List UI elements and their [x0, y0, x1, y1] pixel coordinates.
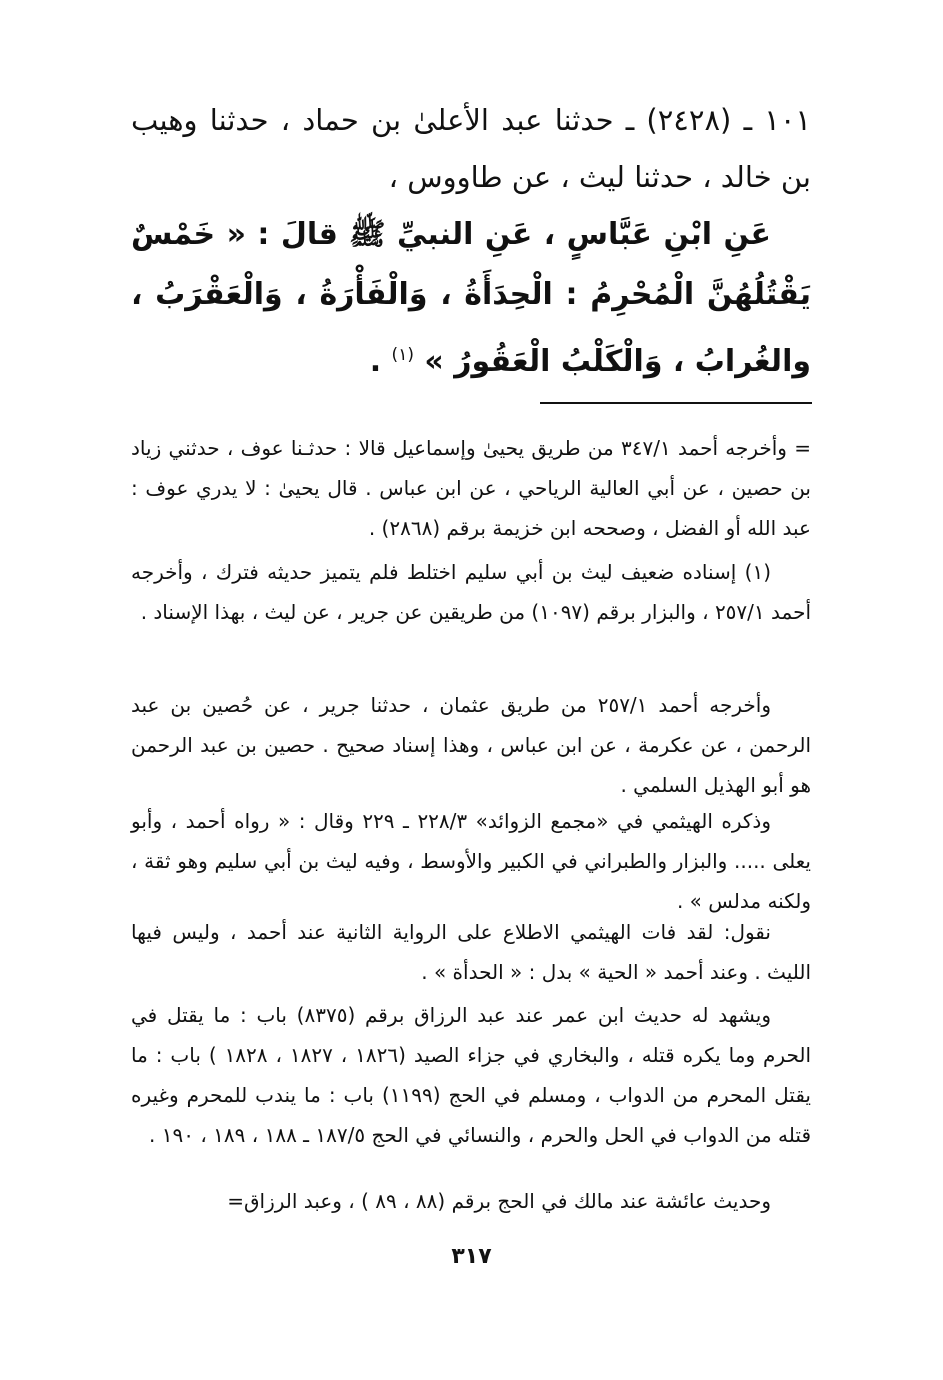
footnote-paragraph-3: وذكره الهيثمي في «مجمع الزوائد» ٢٢٨/٣ ـ ٢٢٩ وقال : « رواه أحمد ، وأبو يعلى ..... والبزار والطبراني في الكبير والأوسط ، وفيه ليث بن أبي سليم وهو ثقة ، ولكنه مدلس » .	[131, 809, 811, 913]
page-number: ٣١٧	[451, 1244, 492, 1269]
footnote-marker: (١)	[391, 345, 414, 365]
footnote-continued: = وأخرجه أحمد ٣٤٧/١ من طريق يحيىٰ وإسماعيل قالا : حدثـنا عوف ، حدثني زياد بن حصين ، عن أبي العالية الرياحي ، عن ابن عباس . قال يحيىٰ : لا يدري عوف : عبد الله أو الفضل ، وصححه ابن خزيمة برقم (٢٨٦٨) .	[131, 436, 811, 540]
footnote-paragraph-6: وحديث عائشة عند مالك في الحج برقم (٨٨ ، ٨٩ ) ، وعبد الرزاق=	[227, 1189, 771, 1213]
footnote-1: (١) إسناده ضعيف ليث بن أبي سليم اختلط فلم يتميز حديثه فترك ، وأخرجه أحمد ٢٥٧/١ ، والبزار برقم (١٠٩٧) من طريقين عن جرير ، عن ليث ، بهذا الإسناد .	[131, 560, 811, 624]
hadith-matn	[131, 205, 811, 392]
footnote-separator	[540, 402, 812, 404]
footnote-paragraph-2: وأخرجه أحمد ٢٥٧/١ من طريق عثمان ، حدثنا جرير ، عن حُصين بن عبد الرحمن ، عن عكرمة ، عن ابن عباس ، وهذا إسناد صحيح . حصين بن عبد الرحمن هو أبو الهذيل السلمي .	[131, 693, 811, 797]
hadith-isnad-header: ١٠١ ـ (٢٤٢٨) ـ حدثنا عبد الأعلىٰ بن حماد ، حدثنا وهيب بن خالد ، حدثنا ليث ، عن طاووس ،	[131, 103, 812, 194]
footnote-paragraph-5: ويشهد له حديث ابن عمر عند عبد الرزاق برقم (٨٣٧٥) باب : ما يقتل في الحرم وما يكره قتله ، والبخاري في جزاء الصيد (١٨٢٦ ، ١٨٢٧ ، ١٨٢٨ ) باب : ما يقتل المحرم من الدواب ، ومسلم في الحج (١١٩٩) باب : ما يندب للمحرم وغيره قتله من الدواب في الحل والحرم ، والنسائي في الحج ١٨٧/٥ ـ ١٨٨ ، ١٨٩ ، ١٩٠ .	[131, 1003, 812, 1147]
hadith-ending: .	[369, 344, 392, 379]
hadith-text: عَنِ ابْنِ عَبَّاسٍ ، عَنِ النبيِّ ﷺ قالَ : « خَمْسٌ يَقْتُلُهُنَّ الْمُحْرِمُ : الْحِدَأَةُ ، وَالْفَأْرَةُ ، وَالْعَقْرَبُ ، والغُرابُ ، وَالْكَلْبُ الْعَقُورُ »	[131, 217, 811, 379]
footnote-paragraph-4: نقول: لقد فات الهيثمي الاطلاع على الرواية الثانية عند أحمد ، وليس فيها الليث . وعند أحمد « الحية » بدل : « الحدأة » .	[131, 920, 811, 984]
